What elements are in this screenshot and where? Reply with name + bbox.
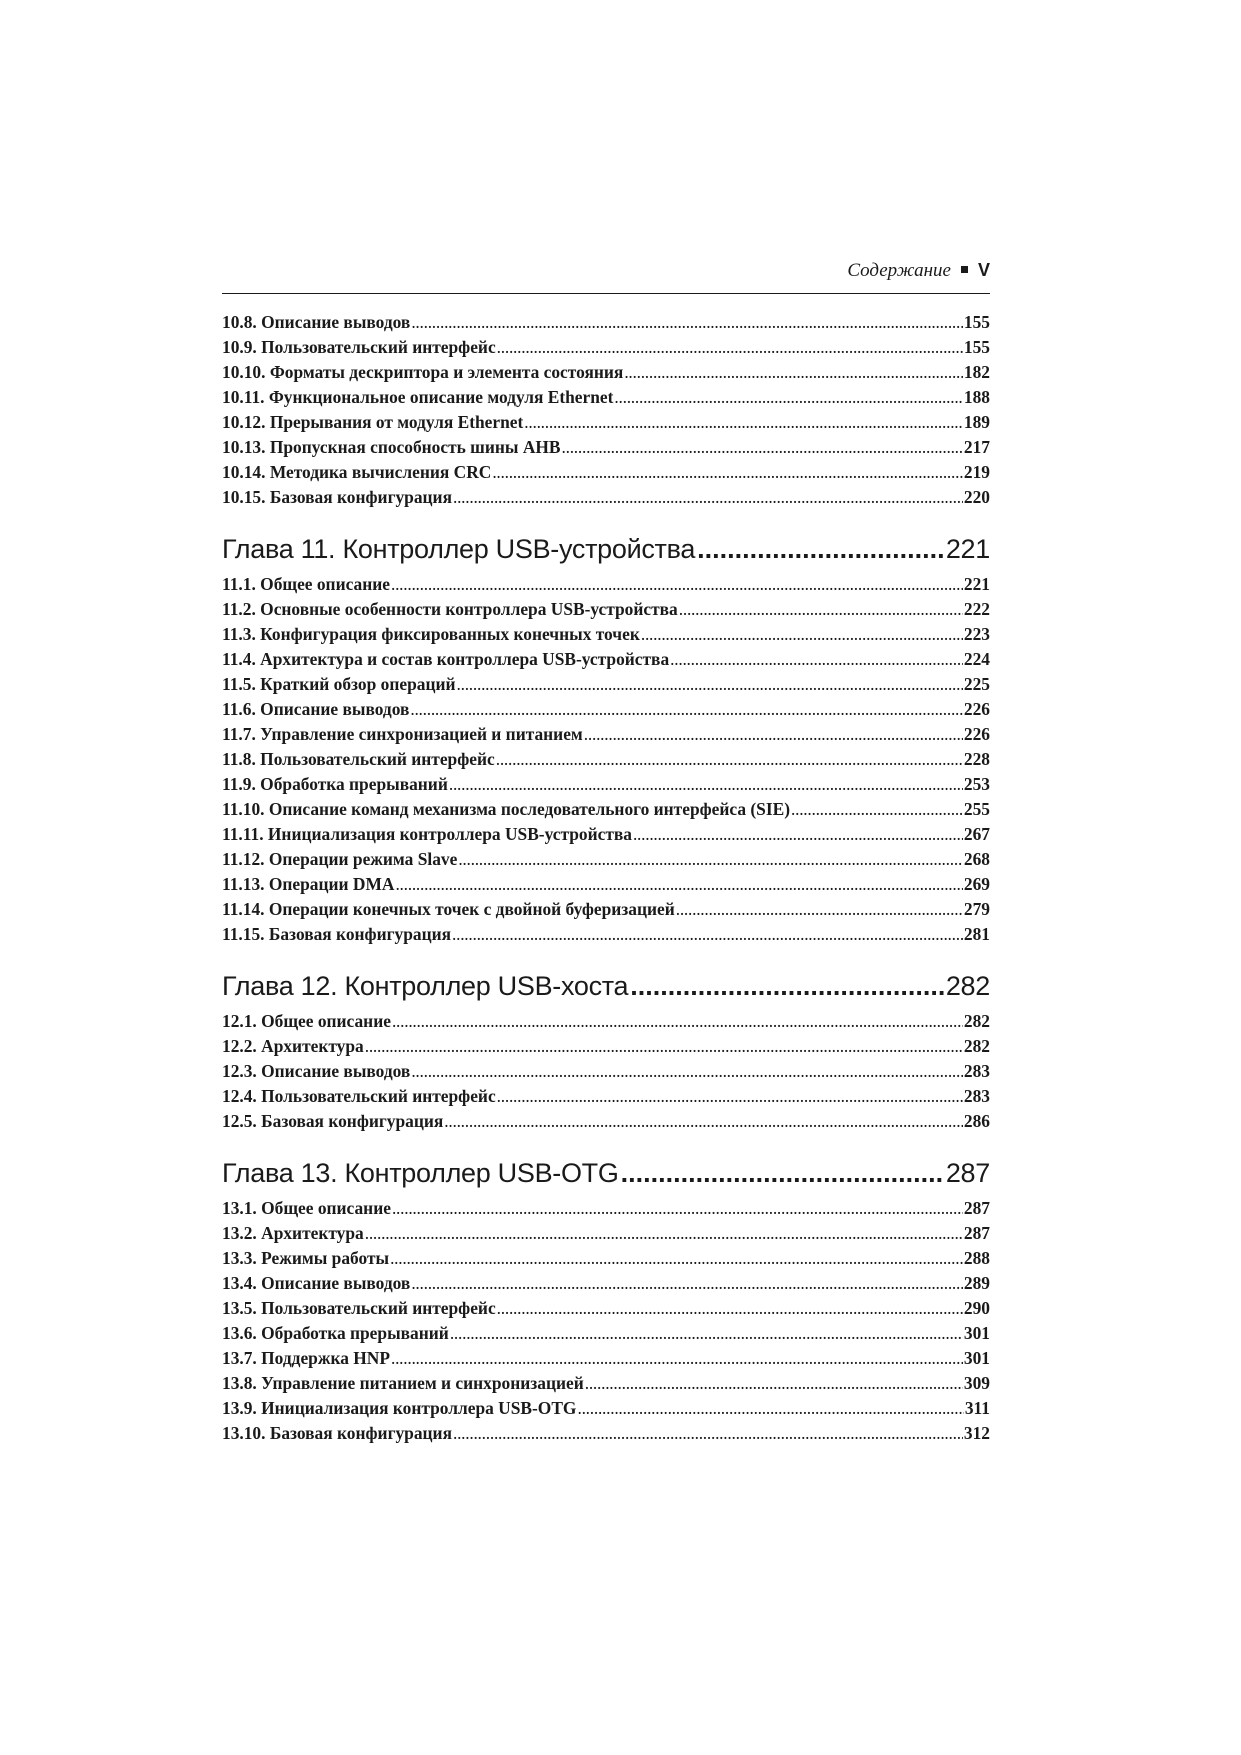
chapter-page-number: 287 <box>945 1158 990 1188</box>
dot-leader <box>641 622 963 647</box>
toc-entry-title: 11.9. Обработка прерываний <box>222 774 448 794</box>
toc-entry-page-number: 188 <box>963 387 990 407</box>
dot-leader <box>621 1156 944 1190</box>
toc-entry-title: 11.13. Операции DMA <box>222 874 395 894</box>
toc-entry-page-number: 279 <box>963 899 990 919</box>
toc-entry[interactable] <box>222 897 990 922</box>
toc-entry-title: 10.15. Базовая конфигурация <box>222 487 452 507</box>
dot-leader <box>624 360 963 385</box>
toc-entry-title: 11.8. Пользовательский интерфейс <box>222 749 495 769</box>
chapter-page-number: 221 <box>945 534 990 564</box>
toc-entry-page-number: 268 <box>963 849 990 869</box>
toc-entry-page-number: 287 <box>963 1198 990 1218</box>
toc-entry-page-number: 255 <box>963 799 990 819</box>
toc-entry-title: 11.1. Общее описание <box>222 574 390 594</box>
toc-entry-title: 13.10. Базовая конфигурация <box>222 1423 452 1443</box>
toc-entry-page-number: 283 <box>963 1086 990 1106</box>
toc-entry[interactable] <box>222 797 990 822</box>
running-header <box>222 260 990 294</box>
toc-entry[interactable] <box>222 1296 990 1321</box>
dot-leader <box>614 385 962 410</box>
toc-entry[interactable] <box>222 822 990 847</box>
toc-entry-page-number: 309 <box>963 1373 990 1393</box>
toc-entry[interactable] <box>222 1196 990 1221</box>
toc-entry[interactable] <box>222 622 990 647</box>
dot-leader <box>584 722 963 747</box>
toc-entry-page-number: 286 <box>963 1111 990 1131</box>
toc-entry-title: 10.10. Форматы дескриптора и элемента состояния <box>222 362 624 382</box>
dot-leader <box>392 1009 963 1034</box>
toc-entry-title: 11.10. Описание команд механизма последовательного интерфейса (SIE) <box>222 799 790 819</box>
toc-entry[interactable] <box>222 385 990 410</box>
toc-entry-page-number: 301 <box>963 1323 990 1343</box>
toc-entry-page-number: 225 <box>963 674 990 694</box>
toc-entry-page-number: 282 <box>963 1011 990 1031</box>
toc-entry-title: 11.6. Описание выводов <box>222 699 410 719</box>
toc-entry-page-number: 182 <box>963 362 990 382</box>
dot-leader <box>411 310 963 335</box>
toc-entry-page-number: 220 <box>963 487 990 507</box>
chapter-heading[interactable] <box>222 1156 990 1190</box>
toc-section <box>222 969 990 1134</box>
toc-entry[interactable] <box>222 1246 990 1271</box>
toc-entry-title: 13.2. Архитектура <box>222 1223 364 1243</box>
dot-leader <box>453 485 963 510</box>
toc-entry-page-number: 269 <box>963 874 990 894</box>
toc-entry[interactable] <box>222 1396 990 1421</box>
dot-leader <box>585 1371 963 1396</box>
toc-entry[interactable] <box>222 672 990 697</box>
dot-leader <box>392 1196 963 1221</box>
toc-entry-page-number: 221 <box>963 574 990 594</box>
dot-leader <box>791 797 963 822</box>
toc-entry-title: 13.4. Описание выводов <box>222 1273 411 1293</box>
dot-leader <box>670 647 963 672</box>
chapter-title: Глава 13. Контроллер USB-OTG <box>222 1158 619 1188</box>
toc-entry-page-number: 155 <box>963 312 990 332</box>
toc-entry-page-number: 219 <box>963 462 990 482</box>
toc-entry-title: 13.1. Общее описание <box>222 1198 391 1218</box>
toc-entry[interactable] <box>222 1059 990 1084</box>
dot-leader <box>497 335 963 360</box>
toc-entry-title: 13.3. Режимы работы <box>222 1248 390 1268</box>
dot-leader <box>497 1084 963 1109</box>
dot-leader <box>633 822 963 847</box>
dot-leader <box>391 1346 963 1371</box>
page-number: V <box>977 260 990 280</box>
dot-leader <box>410 697 963 722</box>
toc-entry[interactable] <box>222 722 990 747</box>
toc-entry[interactable] <box>222 847 990 872</box>
toc-entry-page-number: 226 <box>963 724 990 744</box>
toc-entry-title: 11.2. Основные особенности контроллера USB-устройства <box>222 599 678 619</box>
running-header-title: Содержание <box>847 260 951 281</box>
toc-entry-page-number: 289 <box>963 1273 990 1293</box>
dot-leader <box>497 1296 963 1321</box>
square-bullet-icon <box>961 266 968 273</box>
toc-entry-title: 13.5. Пользовательский интерфейс <box>222 1298 496 1318</box>
toc-entry-title: 13.9. Инициализация контроллера USB-OTG <box>222 1398 577 1418</box>
toc-entry-page-number: 267 <box>963 824 990 844</box>
toc-entry-title: 11.12. Операции режима Slave <box>222 849 458 869</box>
dot-leader <box>492 460 963 485</box>
table-of-contents <box>222 310 990 1446</box>
toc-entry[interactable] <box>222 1009 990 1034</box>
dot-leader <box>449 772 963 797</box>
toc-entry-page-number: 311 <box>964 1398 990 1418</box>
toc-entry-title: 10.13. Пропускная способность шины AHB <box>222 437 561 457</box>
toc-entry[interactable] <box>222 747 990 772</box>
toc-entry-page-number: 283 <box>963 1061 990 1081</box>
toc-entry-title: 12.5. Базовая конфигурация <box>222 1111 444 1131</box>
toc-entry[interactable] <box>222 572 990 597</box>
toc-entry-title: 13.6. Обработка прерываний <box>222 1323 449 1343</box>
toc-entry-title: 11.14. Операции конечных точек с двойной буферизацией <box>222 899 675 919</box>
dot-leader <box>452 922 963 947</box>
chapter-heading[interactable] <box>222 969 990 1003</box>
toc-entry[interactable] <box>222 922 990 947</box>
dot-leader <box>524 410 963 435</box>
toc-entry-page-number: 222 <box>963 599 990 619</box>
dot-leader <box>457 672 963 697</box>
toc-entry[interactable] <box>222 1321 990 1346</box>
toc-entry[interactable] <box>222 410 990 435</box>
chapter-heading[interactable] <box>222 532 990 566</box>
chapter-title: Глава 12. Контроллер USB-хоста <box>222 971 629 1001</box>
toc-entry[interactable] <box>222 460 990 485</box>
toc-entry[interactable] <box>222 485 990 510</box>
toc-entry-page-number: 217 <box>963 437 990 457</box>
toc-entry[interactable] <box>222 360 990 385</box>
dot-leader <box>391 572 963 597</box>
toc-entry-title: 11.11. Инициализация контроллера USB-устройства <box>222 824 632 844</box>
toc-entry-title: 11.4. Архитектура и состав контроллера USB-устройства <box>222 649 670 669</box>
toc-entry[interactable] <box>222 647 990 672</box>
toc-entry-title: 10.9. Пользовательский интерфейс <box>222 337 496 357</box>
toc-entry-page-number: 287 <box>963 1223 990 1243</box>
toc-entry-title: 12.3. Описание выводов <box>222 1061 411 1081</box>
dot-leader <box>630 969 944 1003</box>
dot-leader <box>450 1321 963 1346</box>
toc-entry-page-number: 189 <box>963 412 990 432</box>
chapter-page-number: 282 <box>945 971 990 1001</box>
toc-entry[interactable] <box>222 772 990 797</box>
toc-entry-page-number: 223 <box>963 624 990 644</box>
toc-entry-title: 11.3. Конфигурация фиксированных конечных точек <box>222 624 640 644</box>
dot-leader <box>453 1421 963 1446</box>
toc-entry-page-number: 253 <box>963 774 990 794</box>
toc-entry-title: 10.14. Методика вычисления CRC <box>222 462 492 482</box>
toc-entry-title: 12.2. Архитектура <box>222 1036 364 1056</box>
chapter-title: Глава 11. Контроллер USB-устройства <box>222 534 696 564</box>
toc-entry[interactable] <box>222 1084 990 1109</box>
toc-section <box>222 310 990 510</box>
dot-leader <box>390 1246 963 1271</box>
toc-entry-title: 13.7. Поддержка HNP <box>222 1348 390 1368</box>
toc-entry-title: 10.12. Прерывания от модуля Ethernet <box>222 412 524 432</box>
dot-leader <box>562 435 963 460</box>
toc-entry-title: 12.1. Общее описание <box>222 1011 391 1031</box>
dot-leader <box>365 1034 963 1059</box>
dot-leader <box>458 847 963 872</box>
toc-entry[interactable] <box>222 1271 990 1296</box>
toc-entry[interactable] <box>222 435 990 460</box>
toc-entry[interactable] <box>222 1109 990 1134</box>
dot-leader <box>365 1221 963 1246</box>
toc-entry[interactable] <box>222 1421 990 1446</box>
toc-entry[interactable] <box>222 697 990 722</box>
toc-entry-title: 13.8. Управление питанием и синхронизацией <box>222 1373 584 1393</box>
dot-leader <box>496 747 963 772</box>
toc-entry-title: 11.15. Базовая конфигурация <box>222 924 452 944</box>
toc-entry-page-number: 281 <box>963 924 990 944</box>
toc-entry-page-number: 155 <box>963 337 990 357</box>
dot-leader <box>411 1271 963 1296</box>
toc-section <box>222 532 990 947</box>
toc-entry[interactable] <box>222 872 990 897</box>
toc-entry-page-number: 301 <box>963 1348 990 1368</box>
toc-entry-page-number: 312 <box>963 1423 990 1443</box>
toc-entry-title: 11.7. Управление синхронизацией и питанием <box>222 724 583 744</box>
toc-entry[interactable] <box>222 1346 990 1371</box>
toc-entry[interactable] <box>222 1221 990 1246</box>
toc-entry[interactable] <box>222 597 990 622</box>
toc-entry-title: 10.11. Функциональное описание модуля Ethernet <box>222 387 614 407</box>
toc-entry-page-number: 224 <box>963 649 990 669</box>
toc-entry[interactable] <box>222 310 990 335</box>
dot-leader <box>697 532 944 566</box>
toc-section <box>222 1156 990 1446</box>
toc-entry-page-number: 290 <box>963 1298 990 1318</box>
toc-entry-page-number: 228 <box>963 749 990 769</box>
toc-entry[interactable] <box>222 1034 990 1059</box>
toc-entry[interactable] <box>222 335 990 360</box>
dot-leader <box>679 597 963 622</box>
dot-leader <box>676 897 963 922</box>
toc-entry-title: 11.5. Краткий обзор операций <box>222 674 456 694</box>
toc-entry-page-number: 226 <box>963 699 990 719</box>
toc-entry-title: 12.4. Пользовательский интерфейс <box>222 1086 496 1106</box>
toc-page <box>222 260 990 1446</box>
toc-entry-title: 10.8. Описание выводов <box>222 312 411 332</box>
dot-leader <box>411 1059 963 1084</box>
dot-leader <box>395 872 962 897</box>
dot-leader <box>444 1109 963 1134</box>
toc-entry-page-number: 288 <box>963 1248 990 1268</box>
toc-entry-page-number: 282 <box>963 1036 990 1056</box>
dot-leader <box>577 1396 963 1421</box>
toc-entry[interactable] <box>222 1371 990 1396</box>
